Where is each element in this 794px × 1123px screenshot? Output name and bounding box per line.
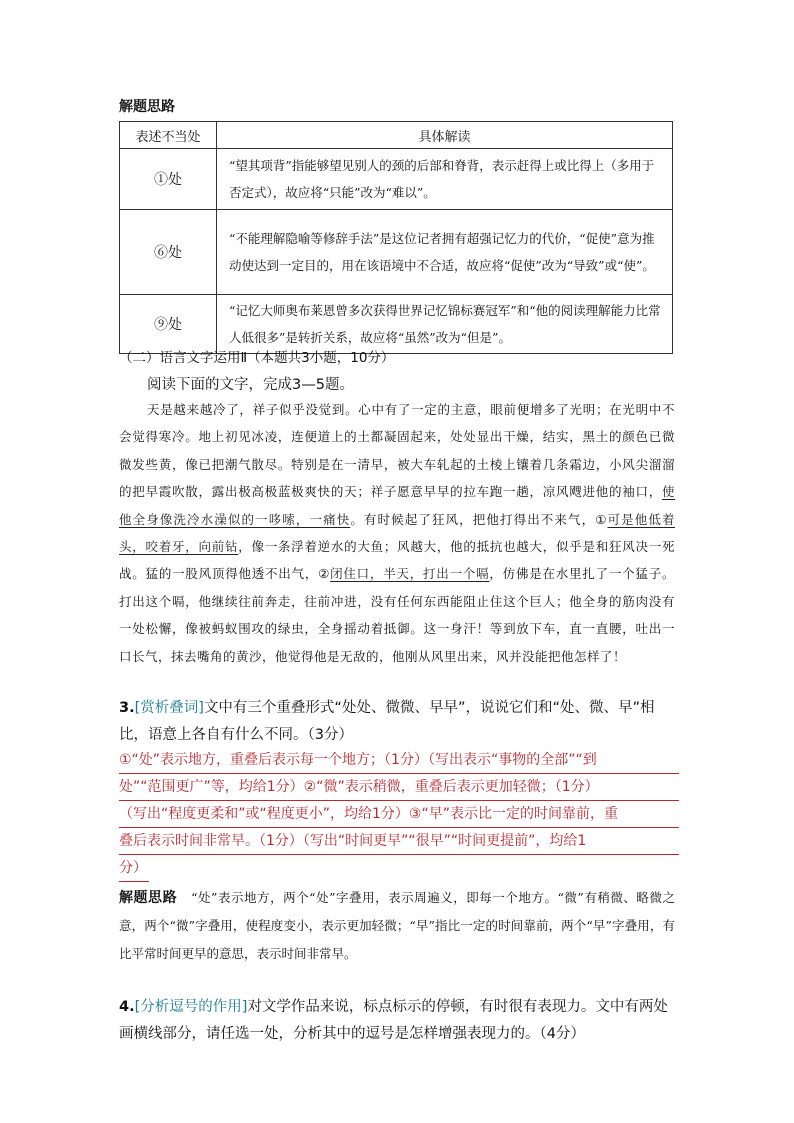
table-row — [120, 149, 673, 210]
table-cell-position: ①处 — [120, 149, 217, 210]
table-cell-explanation: “不能理解隐喻等修辞手法”是这位记者拥有超强记忆力的代价，“促使”意为推动使达到一定目的，用在该语境中不合适，故应将“促使”改为“导致”或“使”。 — [217, 210, 673, 295]
table-cell-explanation: “望其项背”指能够望见别人的颈的后部和脊背，表示赶得上或比得上（多用于否定式），故应将“只能”改为“难以”。 — [217, 149, 673, 210]
table-cell-explanation: “记忆大师奥布莱恩曾多次获得世界记忆锦标赛冠军”和“他的阅读理解能力比常人低很多”是转折关系，故应将“虽然”改为“但是”。 — [217, 295, 673, 354]
question-number: 3. — [119, 700, 135, 716]
solution-idea-label: 解题思路 — [119, 99, 175, 115]
question-tag: [赏析叠词] — [134, 700, 204, 716]
answer-line: ①“处”表示地方，重叠后表示每一个地方；（1分）（写出表示“事物的全部”“到 — [119, 747, 679, 774]
underlined-phrase: 闭住口，半天，打出一个嗝 — [330, 566, 490, 582]
answer-line: 叠后表示时间非常早。（1分）（写出“时间更早”“很早”“时间更提前”，均给1 — [119, 828, 679, 855]
analysis-table — [119, 121, 673, 354]
passage-text: 天是越来越冷了，祥子似乎没觉到。心中有了一定的主意，眼前便增多了光明；在光明中不会觉得寒冷。地上初见冰凌，连便道上的土都凝固起来，处处显出干燥，结实，黑土的颜色已微微发些黄，像已把潮气散尽。特别是在一清早，被大车轧起的土棱上镶着几条霜边，小风尖溜溜的把早霞吹散，露出极高极蓝极爽快的天；祥子愿意早早的拉车跑一趟，凉风飕进他的袖口， — [119, 402, 675, 500]
answer-line: 分） — [119, 855, 149, 882]
table-header-cell: 表述不当处 — [120, 122, 217, 149]
solution-idea-label: 解题思路 — [119, 890, 178, 906]
table-header-cell: 具体解读 — [217, 122, 673, 149]
marker-1: ① — [595, 511, 608, 527]
question-number: 4. — [119, 999, 135, 1015]
question-tag: [分析逗号的作用] — [134, 999, 248, 1015]
table-cell-position: ⑨处 — [120, 295, 217, 354]
table-header-row — [120, 122, 673, 149]
question-3 — [119, 695, 675, 749]
table-row — [120, 210, 673, 295]
underlined-phrase: 使他全身像洗冷水澡似的一哆嗦，一痛快 — [119, 484, 675, 527]
question-text: 文中有三个重叠形式“处处、微微、早早”，说说它们和“处、微、早”相比，语意上各自有什么不同。（3分） — [119, 700, 655, 743]
marker-2: ② — [318, 566, 331, 582]
answer-line: 处”“范围更广”等，均给1分）②“微”表示稍微，重叠后表示更加轻微；（1分） — [119, 774, 679, 801]
answer-3 — [119, 747, 679, 882]
answer-line: （写出“程度更柔和”或“程度更小”，均给1分）③“早”表示比一定的时间靠前，重 — [119, 801, 679, 828]
question-text: 对文学作品来说，标点标示的停顿，有时很有表现力。文中有两处画横线部分，请任选一处，分析其中的逗号是怎样增强表现力的。（4分） — [119, 999, 668, 1042]
table-cell-position: ⑥处 — [120, 210, 217, 295]
reading-instruction: 阅读下面的文字，完成3—5题。 — [147, 377, 354, 393]
solution-idea-3 — [119, 884, 675, 967]
table-row — [120, 295, 673, 354]
reading-passage — [119, 396, 675, 670]
solution-idea-text: “处”表示地方，两个“处”字叠用，表示周遍义，即每一个地方。“微”有稍微、略微之意，两个“微”字叠用，使程度变小，表示更加轻微；“早”指比一定的时间靠前，两个“早”字叠用，有比平常时间更早的意思，表示时间非常早。 — [119, 890, 675, 961]
passage-text: 。有时候起了狂风，把他打得出不来气， — [350, 511, 596, 527]
underlined-phrase: 可是他低着头，咬着牙，向前钻 — [119, 511, 675, 555]
passage-text: ，像一条浮着逆水的大鱼；风越大，他的抵抗也越大，似乎是和狂风决一死战。猛的一股风顶得他透不出气， — [119, 539, 675, 582]
section-subtitle: （二）语言文字运用Ⅱ（本题共3小题，10分） — [119, 350, 395, 366]
passage-text: ，仿佛是在水里扎了一个猛子。打出这个嗝，他继续往前奔走，往前冲进，没有任何东西能阻止住这个巨人；他全身的筋肉没有一处松懈，像被蚂蚁围攻的绿虫，全身摇动着抵御。这一身汗！等到放下车，直一直腰，吐出一口长气，抹去嘴角的黄沙，他觉得他是无敌的，他刚从风里出来，风并没能把他怎样了！ — [119, 566, 675, 664]
question-4 — [119, 994, 675, 1048]
